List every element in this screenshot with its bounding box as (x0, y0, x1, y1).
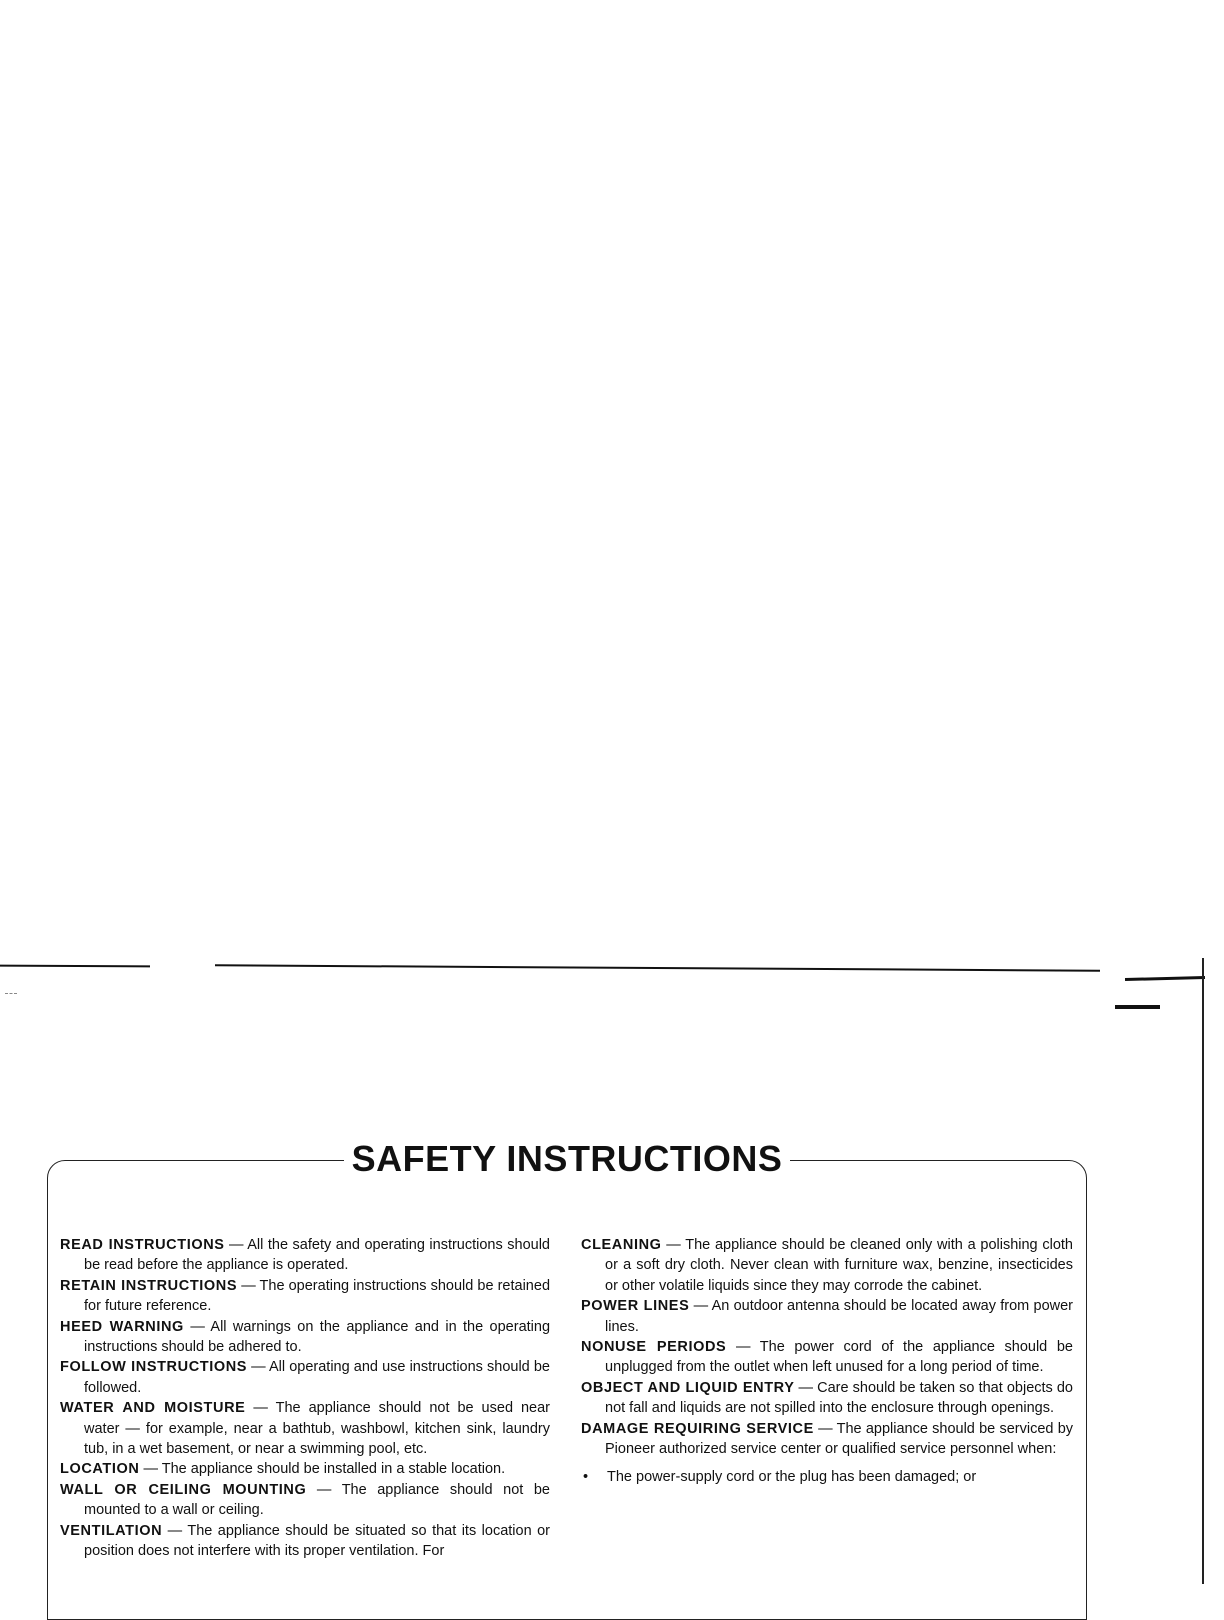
entry-heading: VENTILATION (60, 1522, 163, 1539)
scan-rule-mark (1115, 1005, 1160, 1009)
entry-text: — The appliance should be cleaned only with a polishing cloth or a soft dry cloth. Never clean with furniture wax, benzine, insecticides or other volatile liquids since they may corrode the cabinet. (605, 1237, 1073, 1294)
list-item-text: The power-supply cord or the plug has been damaged; or (607, 1469, 977, 1486)
entry-heading: READ INSTRUCTIONS (60, 1237, 225, 1253)
entry-text: — All operating and use instructions should be followed. (84, 1359, 550, 1396)
left-column (60, 1235, 550, 1562)
entry-heading: OBJECT AND LIQUID ENTRY (581, 1379, 795, 1396)
entry-text: — The power cord of the appliance should be unplugged from the outlet when left unused for a long period of time. (605, 1339, 1073, 1376)
instruction-entry (60, 1480, 550, 1521)
entry-text: — All warnings on the appliance and in the operating instructions should be adhered to. (84, 1318, 551, 1356)
instruction-entry (60, 1398, 550, 1459)
entry-text: — The appliance should be situated so that its location or position does not interfere with its proper ventilation. For (84, 1522, 550, 1560)
entry-text: — The appliance should not be mounted to a wall or ceiling. (84, 1481, 550, 1519)
entry-heading: DAMAGE REQUIRING SERVICE (581, 1420, 814, 1437)
title-wrap (0, 1138, 1134, 1180)
entry-heading: HEED WARNING (60, 1318, 184, 1335)
page-edge-line (1202, 958, 1204, 1584)
instruction-entry (581, 1296, 1073, 1337)
instruction-entry (581, 1378, 1073, 1419)
entry-text: — The operating instructions should be retained for future reference. (84, 1277, 551, 1315)
entry-text: — The appliance should be installed in a stable location. (139, 1461, 506, 1478)
entry-heading: NONUSE PERIODS (581, 1339, 727, 1356)
entry-heading: WALL OR CEILING MOUNTING (60, 1481, 307, 1498)
instruction-entry (60, 1459, 550, 1479)
service-conditions-list (581, 1467, 1073, 1487)
entry-heading: CLEANING (581, 1237, 662, 1253)
entry-heading: WATER AND MOISTURE (60, 1400, 246, 1417)
entry-text: — The appliance should not be used near water — for example, near a bathtub, washbowl, kitchen sink, laundry tub, in a wet basement, or near a swimming pool, etc. (84, 1400, 550, 1458)
instruction-entry (581, 1235, 1073, 1296)
instruction-entry (60, 1317, 550, 1358)
scan-rule-line (0, 965, 150, 968)
entry-heading: RETAIN INSTRUCTIONS (60, 1277, 238, 1294)
instruction-entry (60, 1357, 550, 1398)
entry-heading: FOLLOW INSTRUCTIONS (60, 1359, 248, 1376)
right-column (581, 1235, 1073, 1488)
scan-rule-line (215, 964, 1100, 971)
page-title: SAFETY INSTRUCTIONS (344, 1138, 791, 1180)
bullet-icon: • (583, 1469, 589, 1486)
entry-text: — An outdoor antenna should be located away from power lines. (605, 1298, 1074, 1335)
scan-rule-line (1125, 976, 1205, 981)
entry-text: — The appliance should be serviced by Pioneer authorized service center or qualified service personnel when: (605, 1420, 1074, 1458)
entry-heading: POWER LINES (581, 1298, 690, 1315)
instruction-entry (581, 1419, 1073, 1460)
instruction-entry (60, 1276, 550, 1317)
entry-text: — Care should be taken so that objects do not fall and liquids are not spilled into the enclosure through openings. (605, 1379, 1073, 1417)
instruction-entry (60, 1521, 550, 1562)
entry-heading: LOCATION (60, 1461, 140, 1478)
instruction-entry (60, 1235, 550, 1276)
scan-artifact (5, 993, 17, 995)
list-item (581, 1467, 1073, 1487)
entry-text: — All the safety and operating instructions should be read before the appliance is operated. (84, 1237, 550, 1274)
instruction-entry (581, 1337, 1073, 1378)
